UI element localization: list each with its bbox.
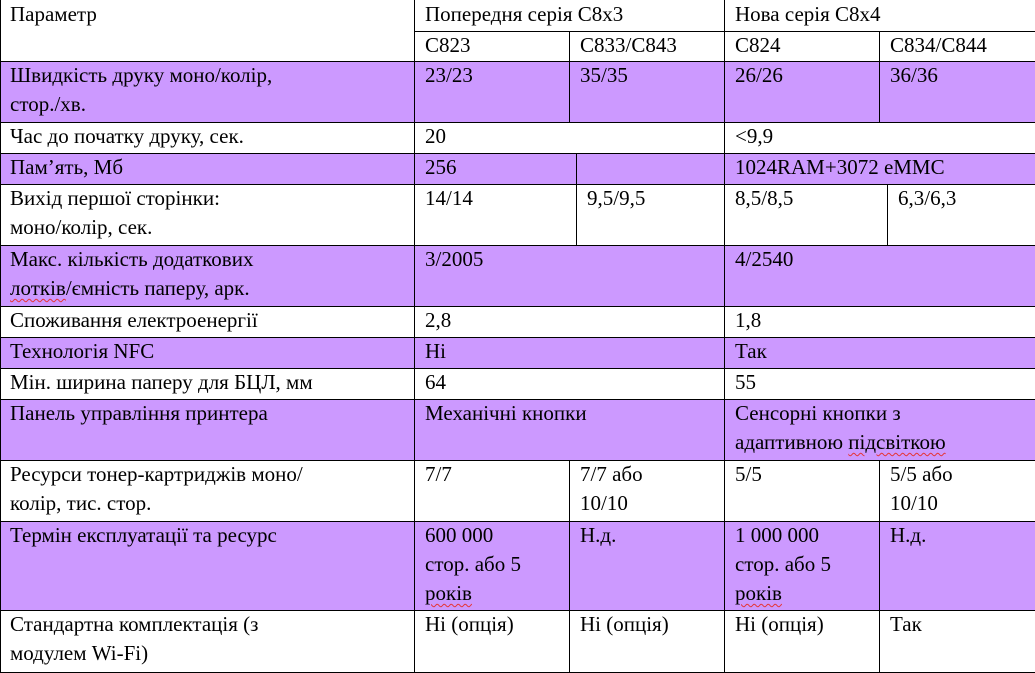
row-label: Пам’ять, Мб <box>0 153 415 184</box>
row-value: 64 <box>415 368 725 399</box>
row-value: 5/5 <box>725 460 880 521</box>
row-value: 7/7 <box>415 460 570 521</box>
row-value: 14/14 <box>415 184 577 245</box>
row-value: 5/5 або 10/10 <box>880 460 1035 521</box>
row-label <box>0 245 415 306</box>
row-value: 55 <box>725 368 1035 399</box>
header-model: C824 <box>725 31 880 61</box>
column-divider <box>576 153 577 245</box>
row-value: 6,3/6,3 <box>888 184 1035 245</box>
row-label: Технологія NFC <box>0 337 415 368</box>
row-divider <box>0 399 1035 400</box>
row-value: <9,9 <box>725 122 1035 153</box>
row-value: 23/23 <box>415 61 570 122</box>
row-value <box>725 399 1035 460</box>
row-value: 4/2540 <box>725 245 1035 306</box>
row-label: Панель управління принтера <box>0 399 415 460</box>
row-value: 8,5/8,5 <box>725 184 888 245</box>
row-value: 1,8 <box>725 306 1035 337</box>
row-label: Ресурси тонер-картриджів моно/ колір, тис. стор. <box>0 460 415 521</box>
row-divider <box>0 368 1035 369</box>
header-model: C823 <box>415 31 570 61</box>
row-value: 35/35 <box>570 61 725 122</box>
row-divider <box>0 337 1035 338</box>
header-prev-series: Попередня серія C8x3 <box>415 0 725 31</box>
row-value <box>725 521 880 610</box>
row-value: 26/26 <box>725 61 880 122</box>
row-divider <box>0 245 1035 246</box>
row-value: Н.д. <box>880 521 1035 610</box>
column-divider <box>0 0 1 673</box>
row-value: 36/36 <box>880 61 1035 122</box>
row-value: 2,8 <box>415 306 725 337</box>
row-divider <box>415 31 1035 32</box>
row-value-part: років <box>735 581 782 605</box>
row-divider <box>0 153 1035 154</box>
row-value: Ні (опція) <box>570 610 725 673</box>
row-value-part: років <box>425 581 472 605</box>
row-label: Вихід першої сторінки: моно/колір, сек. <box>0 184 415 245</box>
row-value-part: Сенсорні кнопки з адаптивною <box>735 401 901 454</box>
row-value <box>415 521 570 610</box>
row-value: 256 <box>415 153 577 184</box>
column-divider <box>879 460 880 673</box>
row-value: Механічні кнопки <box>415 399 725 460</box>
row-value: Ні <box>415 337 725 368</box>
row-value: Ні (опція) <box>725 610 880 673</box>
row-divider <box>0 122 1035 123</box>
row-value: Так <box>880 610 1035 673</box>
row-divider <box>0 184 1035 185</box>
row-label: Споживання електроенергії <box>0 306 415 337</box>
column-divider <box>569 31 570 122</box>
header-model: C834/C844 <box>880 31 1035 61</box>
header-param: Параметр <box>0 0 415 61</box>
row-value: Так <box>725 337 1035 368</box>
column-divider <box>724 0 725 673</box>
row-label: Швидкість друку моно/колір, стор./хв. <box>0 61 415 122</box>
row-label: Стандартна комплектація (з модулем Wi-Fi) <box>0 610 415 673</box>
row-value: 20 <box>415 122 725 153</box>
row-divider <box>0 306 1035 307</box>
column-divider <box>879 31 880 122</box>
row-label-part: лотків <box>10 276 66 300</box>
row-value-empty <box>577 153 725 184</box>
row-label: Термін експлуатації та ресурс <box>0 521 415 610</box>
row-value-part: 1 000 000 стор. або 5 <box>735 523 831 576</box>
row-value-part: підсвіткою <box>848 430 946 454</box>
row-label-part: Макс. кількість додаткових <box>10 247 254 271</box>
header-model: C833/C843 <box>570 31 725 61</box>
row-label: Мін. ширина паперу для БЦЛ, мм <box>0 368 415 399</box>
header-new-series: Нова серія C8x4 <box>725 0 1035 31</box>
row-value: 7/7 або 10/10 <box>570 460 725 521</box>
row-value: Ні (опція) <box>415 610 570 673</box>
row-value: 9,5/9,5 <box>577 184 725 245</box>
row-value: 1024RAM+3072 eMMC <box>725 153 1035 184</box>
column-divider <box>887 184 888 245</box>
row-value-part: 600 000 стор. або 5 <box>425 523 521 576</box>
column-divider <box>569 460 570 673</box>
row-label-part: /ємність паперу, арк. <box>65 276 250 300</box>
row-value: Н.д. <box>570 521 725 610</box>
column-divider <box>414 0 415 673</box>
row-label: Час до початку друку, сек. <box>0 122 415 153</box>
row-value: 3/2005 <box>415 245 725 306</box>
